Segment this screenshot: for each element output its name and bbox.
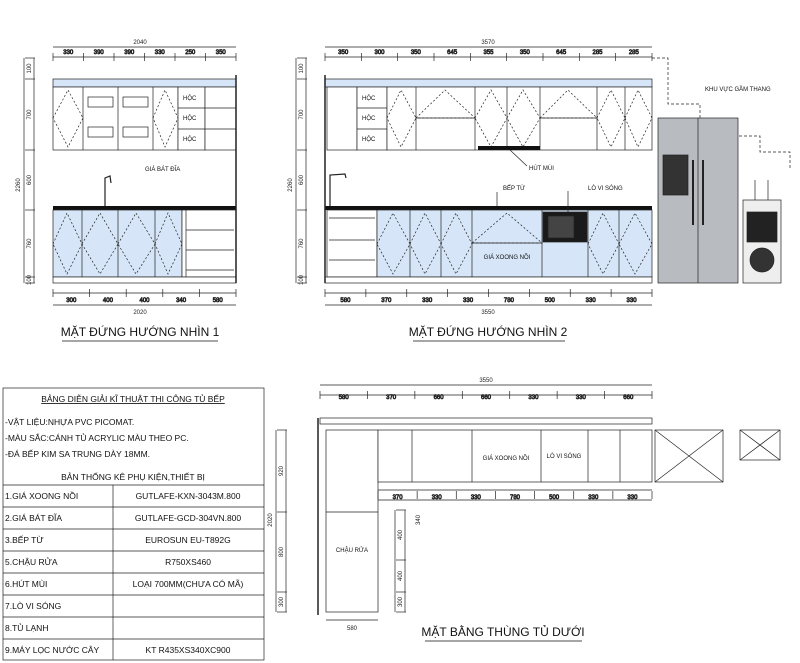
v2-bottom-dim-2: 330 xyxy=(422,298,433,304)
spec-row-model: GUTLAFE-GCD-304VN.800 xyxy=(134,513,242,523)
plan-top-dim-5: 330 xyxy=(575,395,586,401)
spec-note-3: -ĐÁ BẾP KIM SA TRUNG DÀY 18MM. xyxy=(5,449,151,459)
plan-inner-dim-6: 330 xyxy=(627,495,638,501)
plan-left-dim-2: 300 xyxy=(279,596,285,608)
spec-row-item: 2.GIÁ BÁT ĐĨA xyxy=(5,513,63,523)
spec-title: BẢNG DIỄN GIẢI KĨ THUẬT THI CÔNG TỦ BẾP xyxy=(41,394,225,404)
v2-left-dim-0: 100 xyxy=(299,63,305,74)
v2-bottom-dim-1: 370 xyxy=(381,298,392,304)
v1-left-dim-1: 700 xyxy=(27,109,33,120)
v1-left-dim-3: 760 xyxy=(27,238,33,249)
plan-view xyxy=(276,385,780,620)
v1-bottom-dim-2: 400 xyxy=(139,298,150,304)
v2-bottom-total: 3550 xyxy=(481,310,495,316)
plan-left-dim-1: 800 xyxy=(279,546,285,558)
view1-elevation xyxy=(24,47,236,305)
v2-left-total: 2260 xyxy=(288,178,294,192)
v1-bottom-dim-1: 400 xyxy=(102,298,113,304)
v1-top-total: 2040 xyxy=(133,40,147,46)
v2-top-dim-8: 285 xyxy=(628,50,639,56)
v2-hood-label: HÚT MÙI xyxy=(529,166,554,172)
v2-bottom-dim-0: 580 xyxy=(340,298,351,304)
v1-dish-rack-label: GIÁ BÁT ĐĨA xyxy=(145,167,181,173)
spec-note-1: -VẬT LIỆU:NHỰA PVC PICOMAT. xyxy=(5,417,135,427)
plan-inner-dim-3: 780 xyxy=(509,495,521,501)
v2-top-total: 3570 xyxy=(481,40,495,46)
spec-row-model: GUTLAFE-KXN-3043M.800 xyxy=(135,491,241,501)
plan-depth: 340 xyxy=(416,514,422,525)
v2-hoc-3: HỘC xyxy=(362,137,376,143)
v2-left-dim-3: 760 xyxy=(299,238,305,249)
v2-top-dim-0: 350 xyxy=(338,50,349,56)
v2-top-dim-4: 355 xyxy=(483,50,494,56)
v1-left-dim-4: 100 xyxy=(27,274,33,286)
plan-top-dim-0: 580 xyxy=(338,395,349,401)
v2-top-dim-5: 350 xyxy=(519,50,530,56)
plan-right-dim-0: 400 xyxy=(398,529,404,541)
v2-bottom-dim-5: 500 xyxy=(544,298,555,304)
v1-bottom-total: 2020 xyxy=(133,310,147,316)
plan-left-dim-0: 920 xyxy=(279,465,285,477)
plan-left-total: 2020 xyxy=(268,513,274,527)
view2-elevation xyxy=(296,47,790,305)
v1-top-dim-2: 390 xyxy=(124,50,135,56)
spec-row-model: KT R435XS340XC900 xyxy=(145,645,231,655)
v2-left-dim-4: 100 xyxy=(299,274,305,286)
v1-left-total: 2260 xyxy=(16,178,22,192)
plan-bottom: 580 xyxy=(346,626,358,632)
v2-microwave-label: LÒ VI SÓNG xyxy=(588,186,623,192)
plan-right-dim-2: 300 xyxy=(398,596,404,608)
v1-left-dim-2: 600 xyxy=(27,174,33,186)
plan-top-dim-6: 660 xyxy=(623,395,634,401)
spec-row-model: EUROSUN EU-T892G xyxy=(145,535,231,545)
plan-sink-label: CHẬU RỬA xyxy=(335,548,369,554)
v2-top-dim-1: 300 xyxy=(374,50,385,56)
plan-inner-dim-2: 330 xyxy=(470,495,481,501)
v2-pot-label: GIÁ XOONG NỒI xyxy=(483,255,531,261)
v2-bottom-dim-3: 330 xyxy=(463,298,474,304)
spec-note-2: -MÀU SẮC:CÁNH TỦ ACRYLIC MÀU THEO PC. xyxy=(5,433,189,443)
v1-bottom-dim-3: 340 xyxy=(176,298,187,304)
v2-left-dim-2: 600 xyxy=(299,174,305,186)
plan-inner-dim-1: 330 xyxy=(431,495,442,501)
plan-top-dim-4: 330 xyxy=(528,395,539,401)
v1-top-dim-3: 330 xyxy=(154,50,165,56)
spec-row-item: 6.HÚT MÙI xyxy=(5,579,48,589)
plan-right-dim-1: 400 xyxy=(398,570,404,582)
plan-inner-dim-5: 330 xyxy=(588,495,599,501)
v1-top-dim-0: 330 xyxy=(63,50,74,56)
v1-bottom-dim-0: 300 xyxy=(66,298,77,304)
spec-row-item: 9.MÁY LỌC NƯỚC CÂY xyxy=(5,645,100,655)
plan-labels xyxy=(268,378,585,639)
v1-top-dim-5: 350 xyxy=(215,50,226,56)
spec-row-item: 1.GIÁ XOONG NỒI xyxy=(5,491,79,501)
v1-top-dim-4: 250 xyxy=(185,50,196,56)
v2-stairs-label: KHU VỰC GẦM THANG xyxy=(705,87,771,93)
view1-title: MẶT ĐỨNG HƯỚNG NHÌN 1 xyxy=(60,325,220,339)
v1-bottom-dim-4: 580 xyxy=(212,298,223,304)
spec-row-item: 5.CHẬU RỬA xyxy=(5,557,58,567)
v2-bottom-dim-6: 330 xyxy=(585,298,596,304)
v2-hoc-1: HỘC xyxy=(362,96,376,102)
v2-top-dim-2: 350 xyxy=(410,50,421,56)
v2-left-dim-1: 700 xyxy=(299,109,305,120)
v1-left-dim-0: 100 xyxy=(27,63,33,74)
spec-row-item: 7.LÒ VI SÓNG xyxy=(5,601,62,611)
v2-bottom-dim-4: 780 xyxy=(503,298,514,304)
spec-row-item: 3.BẾP TỪ xyxy=(5,535,44,545)
v1-hoc-2: HỘC xyxy=(183,116,197,122)
spec-table xyxy=(3,388,264,660)
v1-hoc-3: HỘC xyxy=(183,137,197,143)
v2-cooktop-label: BẾP TỪ xyxy=(503,186,526,192)
plan-top-dim-1: 370 xyxy=(386,395,397,401)
v2-top-dim-3: 645 xyxy=(447,50,458,56)
v1-top-dim-1: 390 xyxy=(93,50,104,56)
spec-row-item: 8.TỦ LẠNH xyxy=(5,623,49,633)
plan-microwave-label: LÒ VI SÓNG xyxy=(546,454,582,460)
plan-inner-dim-0: 370 xyxy=(392,495,403,501)
view2-title: MẶT ĐỨNG HƯỚNG NHÌN 2 xyxy=(408,325,568,339)
spec-row-model: LOẠI 700MM(CHƯA CÓ MÃ) xyxy=(132,579,244,589)
v2-top-dim-7: 285 xyxy=(592,50,603,56)
v2-hoc-2: HỘC xyxy=(362,116,376,122)
v2-top-dim-6: 645 xyxy=(556,50,567,56)
plan-inner-dim-4: 500 xyxy=(549,495,560,501)
plan-top-total: 3550 xyxy=(479,378,493,384)
spec-row-model: R750XS460 xyxy=(165,557,211,567)
plan-top-dim-3: 660 xyxy=(480,395,492,401)
plan-title: MẶT BẰNG THÙNG TỦ DƯỚI xyxy=(421,625,585,639)
v2-bottom-dim-7: 330 xyxy=(626,298,637,304)
plan-top-dim-2: 660 xyxy=(433,395,444,401)
v1-hoc-1: HỘC xyxy=(183,96,197,102)
plan-pot-label: GIÁ XOONG NỒI xyxy=(482,456,530,462)
spec-table-title: BẢN THỐNG KÊ PHỤ KIỆN,THIẾT BỊ xyxy=(61,472,205,482)
